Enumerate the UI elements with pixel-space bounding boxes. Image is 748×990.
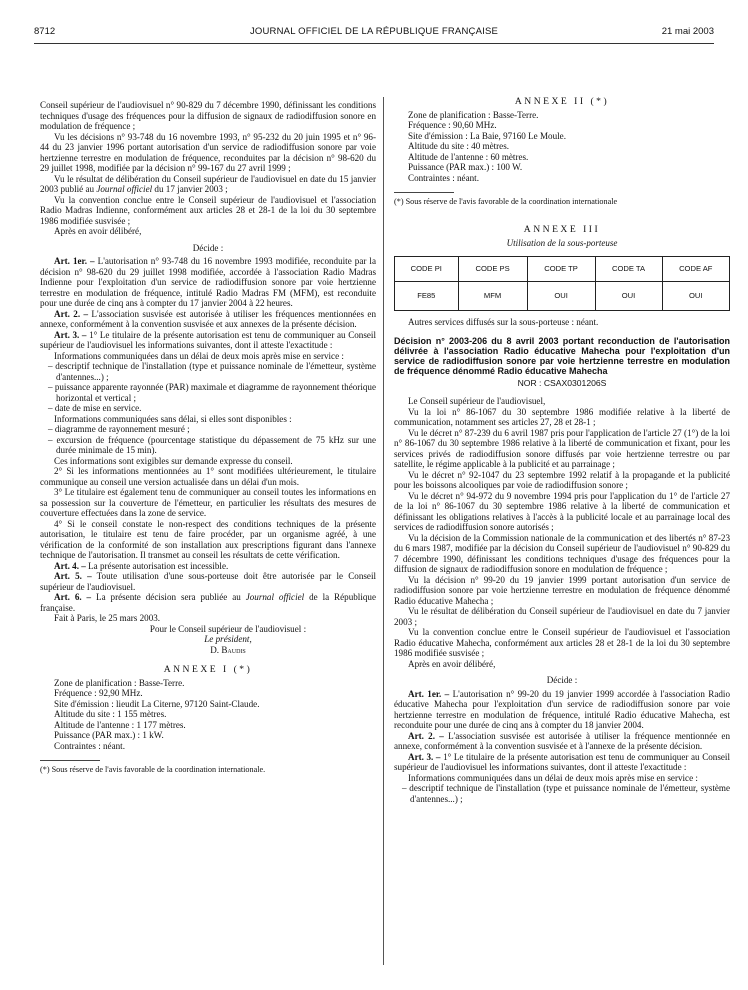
annexe-line: Zone de planification : Basse-Terre. xyxy=(54,677,185,688)
article-1: Art. 1er. – L'autorisation n° 93-748 du 16 novembre 1993 modifiée, reconduite par la décision n° 98-620 du 29 juillet 1998 modifiée, accordée à l'association Radio Madras Indienne pour l'exploitation d'un service de radiodiffusion sonore par voie hertzienne terrestre en modulation de fréquence, intitulé Radio Madras FM (MFM), est reconduite pour une durée de cinq ans à compter du 17 janvier 2004 à 22 heures. xyxy=(40,256,376,308)
decide-heading: Décide : xyxy=(546,675,578,685)
article-6: Art. 6. – La présente décision sera publiée au Journal officiel de la République française. xyxy=(40,592,376,613)
list-item: – descriptif technique de l'installation (type et puissance nominale de l'émetteur, système d'antennes...) ; xyxy=(402,783,730,804)
annexe-line: Contraintes : néant. xyxy=(408,172,479,183)
annexe-2-list xyxy=(394,110,730,184)
paragraph: Conseil supérieur de l'audiovisuel n° 90-829 du 7 décembre 1990, définissant les conditions techniques d'usage des fréquences pour la diffusion de signaux de radiodiffusion sonore en modulation de fréquence ; xyxy=(40,100,376,131)
annexe-line: Contraintes : néant. xyxy=(54,740,125,751)
article-3: Art. 3. – 1° Le titulaire de la présente autorisation est tenu de communiquer au Conseil supérieur de l'audiovisuel les informations suivantes, dont il atteste l'exactitude : xyxy=(394,751,730,772)
fait-a-paris: Fait à Paris, le 25 mars 2003. xyxy=(54,613,161,623)
paragraph: Vu le décret n° 87-239 du 6 avril 1987 pris pour l'application de l'article 27 (1°) de la loi n° 86-1067 du 30 septembre 1986 relative à la liberté de communication et fixant, pour les services privés de radiodiffusion sonore diffusés par voie hertzienne terrestre ou par satellite, le régime applicable à la publicité et au parrainage ; xyxy=(394,427,730,469)
paragraph: Vu le décret n° 92-1047 du 23 septembre 1992 relatif à la propagande et la publicité pour les boissons alcooliques par voie de radiodiffusion sonore ; xyxy=(394,469,730,490)
paragraph: 3° Le titulaire est également tenu de communiquer au conseil toutes les informations en sa possession sur la couverture de l'émetteur, en particulier les résultats des mesures de couverture effectuées dans la zone de service. xyxy=(40,487,376,518)
paragraph: Vu le résultat de délibération du Conseil supérieur de l'audiovisuel en date du 7 janvier 2003 ; xyxy=(394,606,730,627)
page-number: 8712 xyxy=(34,26,56,37)
article-5: Art. 5. – Toute utilisation d'une sous-porteuse doit être autorisée par le Conseil supérieur de l'audiovisuel. xyxy=(40,571,376,592)
paragraph: Vu les décisions n° 93-748 du 16 novembre 1993, n° 95-232 du 20 juin 1995 et n° 96-44 du 23 janvier 1996 portant autorisation d'un service de radiodiffusion sonore par voie hertzienne terrestre en modulation de fréquence, reconduites par la décision n° 98-620 du 29 juillet 1998, modifiée par la décision n° 99-167 du 27 avril 1999 ; xyxy=(40,131,376,173)
list-item: – excursion de fréquence (pourcentage statistique du dépassement de 75 kHz sur une durée minimale de 15 min). xyxy=(48,434,376,455)
signatory-title: Le président, xyxy=(204,634,252,644)
left-column xyxy=(40,100,376,775)
right-column xyxy=(394,97,730,804)
annexe-line: Puissance (PAR max.) : 100 W. xyxy=(408,162,523,172)
page-header xyxy=(34,26,714,40)
paragraph: Informations communiquées sans délai, si elles sont disponibles : xyxy=(54,413,292,424)
paragraph: Vu le décret n° 94-972 du 9 novembre 1994 pris pour l'application du 1° de l'article 27 de la loi n° 86-1067 du 30 septembre 1986 relative à la liberté de communication et définissant les obligations relatives à l'accès à la publicité locale et au parrainage local des services de radiodiffusion sonore autorisés ; xyxy=(394,490,730,532)
signatory-name: D. Baudis xyxy=(210,644,246,655)
annexe-3-subtitle: Utilisation de la sous-porteuse xyxy=(506,237,618,248)
subcarrier-table xyxy=(394,256,730,311)
publication-date: 21 mai 2003 xyxy=(661,26,714,37)
nor-reference: NOR : CSAX0301206S xyxy=(517,377,607,388)
paragraph: Vu le résultat de délibération du Conseil supérieur de l'audiovisuel en date du 15 janvier 2003 publié au Journal officiel du 17 janvier 2003 ; xyxy=(40,173,376,194)
table-cell: OUI xyxy=(595,282,662,311)
paragraph: Vu la décision de la Commission nationale de la communication et des libertés n° 87-23 du 6 mars 1987, modifiée par la décision du Conseil supérieur de l'audiovisuel n° 90-829 du 7 décembre 1990, définissant les conditions techniques d'usage des fréquences pour la diffusion de signaux de radiodiffusion sonore en modulation de fréquence ; xyxy=(394,532,730,574)
paragraph: 4° Si le conseil constate le non-respect des conditions techniques de la présente autorisation, le titulaire est tenu de faire procéder, par un organisme agréé, à une vérification de la conformité de son installation aux prescriptions figurant dans l'annexe technique de l'autorisation. Il transmet au conseil les résultats de cette vérification. xyxy=(40,518,376,560)
annexe-line: Altitude de l'antenne : 1 177 mètres. xyxy=(54,719,186,730)
table-cell: FE85 xyxy=(395,282,459,311)
paragraph: Vu la convention conclue entre le Conseil supérieur de l'audiovisuel et l'association Radio éducative Mahecha, conformément aux articles 28 et 28-1 de la loi du 30 septembre 1986 modifiée susvisée ; xyxy=(394,627,730,658)
annexe-line: Fréquence : 92,90 MHz. xyxy=(54,688,143,698)
annexe-line: Altitude de l'antenne : 60 mètres. xyxy=(408,151,529,162)
paragraph: Vu la convention conclue entre le Conseil supérieur de l'audiovisuel et l'association Radio Madras Indienne, conformément aux articles 28 et 28-1 de la loi du 30 septembre 1986 modifiée susvisée ; xyxy=(40,194,376,226)
annexe-2-title: ANNEXE II (*) xyxy=(514,96,610,107)
paragraph: Informations communiquées dans un délai de deux mois après mise en service : xyxy=(408,772,698,783)
annexe-line: Fréquence : 90,60 MHz. xyxy=(408,120,497,130)
annexe-1-list xyxy=(40,678,376,752)
signatory-line: Pour le Conseil supérieur de l'audiovisuel : xyxy=(149,623,307,634)
decision-title: Décision n° 2003-206 du 8 avril 2003 portant reconduction de l'autorisation délivrée à l'association Radio éducative Mahecha pour l'exploitation d'un service de radiodiffusion sonore par voie hertzienne terrestre en modulation de fréquence dénommé Radio éducative Mahecha xyxy=(394,335,730,376)
annexe-line: Zone de planification : Basse-Terre. xyxy=(408,109,539,120)
annexe-line: Altitude du site : 40 mètres. xyxy=(408,141,510,151)
annexe-3-title: ANNEXE III xyxy=(523,224,601,235)
footnote-rule xyxy=(40,760,100,761)
journal-title: JOURNAL OFFICIEL DE LA RÉPUBLIQUE FRANÇAISE xyxy=(249,26,499,37)
table-header-cell: CODE AF xyxy=(662,257,730,282)
annexe-line: Site d'émission : lieudit La Citerne, 97120 Saint-Claude. xyxy=(54,698,260,709)
paragraph: Après en avoir délibéré, xyxy=(408,658,496,669)
table-cell: OUI xyxy=(527,282,595,311)
article-2: Art. 2. – L'association susvisée est autorisée à utiliser les fréquences mentionnées en annexe, conformément à la convention susvisée et aux annexes de la présente décision. xyxy=(40,308,377,329)
paragraph: Ces informations sont exigibles sur demande expresse du conseil. xyxy=(54,455,293,466)
table-cell: OUI xyxy=(662,282,730,311)
column-separator xyxy=(383,97,384,965)
footnote: (*) Sous réserve de l'avis favorable de la coordination internationale xyxy=(394,197,618,206)
header-rule xyxy=(34,43,714,44)
paragraph: Vu la décision n° 99-20 du 19 janvier 1999 portant autorisation d'un service de radiodiffusion sonore par voie hertzienne terrestre en modulation de fréquence dénommé Radio éducative Mahecha ; xyxy=(394,574,730,606)
table-header-cell: CODE PS xyxy=(458,257,527,282)
annexe-line: Puissance (PAR max.) : 1 kW. xyxy=(54,730,164,740)
paragraph: 2° Si les informations mentionnées au 1° sont modifiées ultérieurement, le titulaire communique au conseil une version actualisée dans un délai d'un mois. xyxy=(40,466,376,487)
list-item: – descriptif technique de l'installation (type et puissance nominale de l'émetteur, système d'antennes...) ; xyxy=(48,361,376,382)
paragraph: Après en avoir délibéré, xyxy=(54,226,142,236)
table-cell: MFM xyxy=(458,282,527,311)
decide-heading: Décide : xyxy=(192,242,224,253)
table-header-cell: CODE TP xyxy=(527,257,595,282)
annexe-line: Altitude du site : 1 155 mètres. xyxy=(54,709,167,719)
footnote: (*) Sous réserve de l'avis favorable de la coordination internationale. xyxy=(40,765,266,774)
paragraph: Informations communiquées dans un délai de deux mois après mise en service : xyxy=(54,350,344,361)
paragraph: Vu la loi n° 86-1067 du 30 septembre 1986 modifiée relative à la liberté de communication, notamment ses articles 27, 28 et 28-1 ; xyxy=(394,406,730,427)
article-4: Art. 4. – La présente autorisation est incessible. xyxy=(54,560,229,571)
list-item: – diagramme de rayonnement mesuré ; xyxy=(48,424,190,434)
paragraph: Autres services diffusés sur la sous-porteuse : néant. xyxy=(408,317,599,327)
table-row xyxy=(395,282,730,311)
table-header-cell: CODE PI xyxy=(395,257,459,282)
annexe-1-title: ANNEXE I (*) xyxy=(163,664,253,675)
table-header-row xyxy=(395,257,730,282)
footnote-rule xyxy=(394,192,454,193)
paragraph: Le Conseil supérieur de l'audiovisuel, xyxy=(408,396,546,406)
article-3: Art. 3. – 1° Le titulaire de la présente autorisation est tenu de communiquer au Conseil supérieur de l'audiovisuel les informations suivantes, dont il atteste l'exactitude : xyxy=(40,329,376,350)
article-2: Art. 2. – L'association susvisée est autorisée à utiliser la fréquence mentionnée en annexe, conformément à la convention susvisée et à l'annexe de la présente décision. xyxy=(394,730,730,751)
table-header-cell: CODE TA xyxy=(595,257,662,282)
annexe-line: Site d'émission : La Baie, 97160 Le Moule. xyxy=(408,130,566,141)
article-1: Art. 1er. – L'autorisation n° 99-20 du 19 janvier 1999 accordée à l'association Radio éducative Mahecha pour l'exploitation d'un service de radiodiffusion sonore par voie hertzienne terrestre en modulation de fréquence, intitulé Radio éducative Mahecha, est reconduite pour une durée de cinq ans à compter du 18 janvier 2004. xyxy=(394,688,730,730)
list-item: – puissance apparente rayonnée (PAR) maximale et diagramme de rayonnement théorique horizontal et vertical ; xyxy=(48,382,376,403)
list-item: – date de mise en service. xyxy=(48,403,142,413)
